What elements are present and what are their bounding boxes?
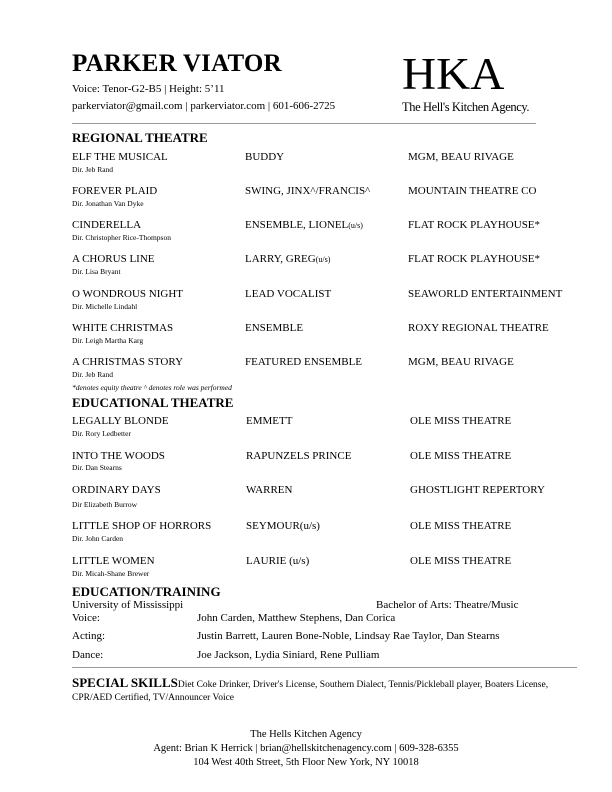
training-value: Justin Barrett, Lauren Bone-Noble, Lindsay Rae Taylor, Dan Stearns — [197, 630, 500, 642]
venue: SEAWORLD ENTERTAINMENT — [408, 288, 563, 300]
training-label: Dance: — [72, 649, 104, 661]
role: ENSEMBLE, LIONEL(u/s) — [245, 219, 363, 231]
director: Dir. Dan Stearns — [72, 463, 122, 472]
educational-theatre-heading: EDUCATIONAL THEATRE — [72, 395, 234, 410]
role: ENSEMBLE — [245, 322, 304, 334]
training-value: John Carden, Matthew Stephens, Dan Corica — [197, 612, 396, 624]
director: Dir. Leigh Martha Karg — [72, 336, 144, 345]
special-skills-text: Diet Coke Drinker, Driver's License, Southern Dialect, Tennis/Pickleball player, Boaters License, CPR/AED Certified, TV/Announcer Voice — [72, 680, 549, 703]
education-training-heading: EDUCATION/TRAINING — [72, 584, 221, 599]
understudy-note: (u/s) — [315, 255, 331, 264]
legend-note: *denotes equity theatre ^ denotes role was performed — [72, 383, 232, 392]
footer-address: 104 West 40th Street, 5th Floor New York, NY 10018 — [193, 757, 419, 768]
regional-theatre-heading: REGIONAL THEATRE — [72, 130, 208, 145]
venue: OLE MISS THEATRE — [410, 555, 512, 567]
role: RAPUNZELS PRINCE — [246, 450, 352, 462]
show-title: O WONDROUS NIGHT — [72, 288, 184, 300]
venue: MGM, BEAU RIVAGE — [408, 151, 514, 163]
show-title: WHITE CHRISTMAS — [72, 322, 174, 334]
resume-name: PARKER VIATOR — [72, 50, 282, 77]
show-title: LITTLE SHOP OF HORRORS — [72, 520, 212, 532]
special-skills-heading: SPECIAL SKILLS — [72, 675, 178, 690]
venue: GHOSTLIGHT REPERTORY — [410, 484, 545, 496]
venue: FLAT ROCK PLAYHOUSE* — [408, 253, 541, 265]
show-title: LITTLE WOMEN — [72, 555, 155, 567]
director: Dir. Christopher Rice-Thompson — [72, 233, 171, 242]
director: Dir. John Carden — [72, 534, 124, 543]
show-title: INTO THE WOODS — [72, 450, 165, 462]
role: FEATURED ENSEMBLE — [245, 356, 363, 368]
venue: OLE MISS THEATRE — [410, 450, 512, 462]
school: University of Mississippi — [72, 599, 184, 611]
director: Dir. Jonathan Van Dyke — [72, 199, 144, 208]
role: BUDDY — [245, 151, 285, 163]
show-title: A CHORUS LINE — [72, 253, 155, 265]
role: LAURIE (u/s) — [246, 555, 310, 567]
director: Dir. Jeb Rand — [72, 370, 114, 379]
director: Dir. Lisa Bryant — [72, 267, 121, 276]
role: SEYMOUR(u/s) — [246, 520, 320, 532]
director: Dir Elizabeth Burrow — [72, 500, 137, 509]
director: Dir. Michelle Lindahl — [72, 302, 138, 311]
show-title: LEGALLY BLONDE — [72, 415, 169, 427]
header-divider — [72, 123, 536, 124]
show-title: CINDERELLA — [72, 219, 142, 231]
show-title: A CHRISTMAS STORY — [72, 356, 184, 368]
agency-logo-letters: HKA — [402, 49, 505, 99]
show-title: ELF THE MUSICAL — [72, 151, 168, 163]
role: LARRY, GREG(u/s) — [245, 253, 331, 265]
footer-agency: The Hells Kitchen Agency — [250, 729, 362, 740]
director: Dir. Jeb Rand — [72, 165, 114, 174]
venue: ROXY REGIONAL THEATRE — [408, 322, 549, 334]
show-title: FOREVER PLAID — [72, 185, 158, 197]
training-value: Joe Jackson, Lydia Siniard, Rene Pulliam — [197, 649, 380, 661]
role: LEAD VOCALIST — [245, 288, 332, 300]
training-label: Acting: — [72, 630, 105, 642]
voice-height-line: Voice: Tenor-G2-B5 | Height: 5’11 — [72, 83, 225, 95]
training-label: Voice: — [72, 612, 100, 624]
role: SWING, JINX^/FRANCIS^ — [245, 185, 371, 197]
footer-agent: Agent: Brian K Herrick | brian@hellskitchenagency.com | 609-328-6355 — [153, 743, 459, 754]
contact-line: parkerviator@gmail.com | parkerviator.com | 601-606-2725 — [72, 100, 336, 112]
skills-divider — [72, 667, 577, 668]
show-title: ORDINARY DAYS — [72, 484, 161, 496]
venue: FLAT ROCK PLAYHOUSE* — [408, 219, 541, 231]
director: Dir. Micah-Shane Brewer — [72, 569, 150, 578]
director: Dir. Rory Ledbetter — [72, 429, 131, 438]
role: WARREN — [246, 484, 293, 496]
special-skills — [72, 676, 582, 705]
role: EMMETT — [246, 415, 293, 427]
venue: MGM, BEAU RIVAGE — [408, 356, 514, 368]
agency-logo-tagline: The Hell's Kitchen Agency. — [402, 100, 530, 114]
venue: OLE MISS THEATRE — [410, 520, 512, 532]
venue: OLE MISS THEATRE — [410, 415, 512, 427]
degree: Bachelor of Arts: Theatre/Music — [376, 599, 519, 611]
venue: MOUNTAIN THEATRE CO — [408, 185, 537, 197]
understudy-note: (u/s) — [348, 221, 363, 230]
